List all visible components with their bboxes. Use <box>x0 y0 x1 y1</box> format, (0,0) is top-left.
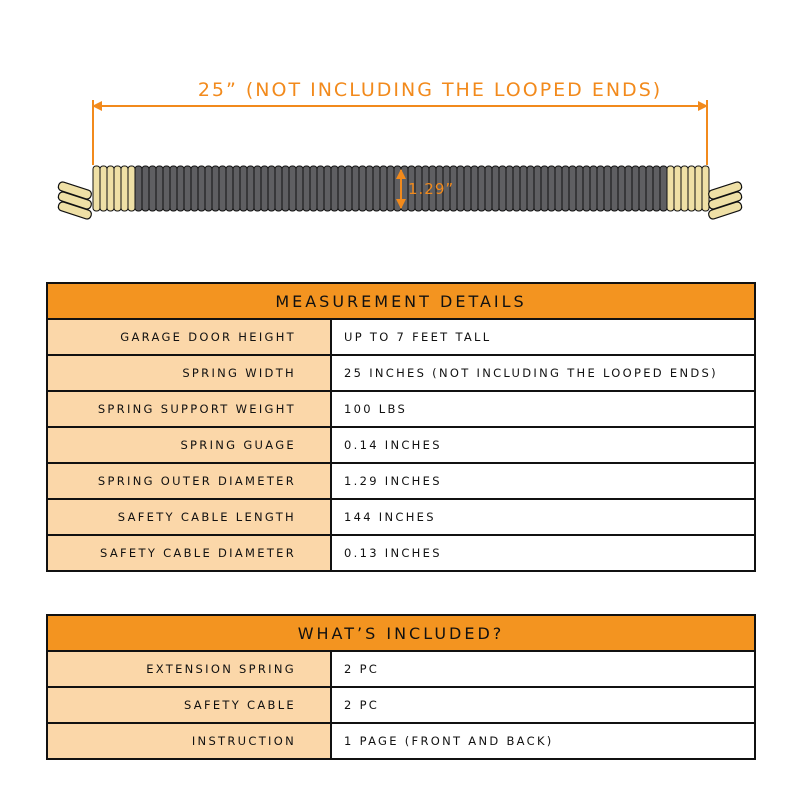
spring-coil <box>331 166 338 211</box>
row-label: SPRING OUTER DIAMETER <box>47 463 331 499</box>
spring-coil <box>534 166 541 211</box>
diameter-dimension-label: 1.29” <box>408 180 455 198</box>
table-row <box>47 463 755 499</box>
spring-coil <box>527 166 534 211</box>
spring-coil <box>569 166 576 211</box>
spring-coil <box>296 166 303 211</box>
spring-coil <box>100 166 107 211</box>
table-row <box>47 355 755 391</box>
spring-coil <box>457 166 464 211</box>
spring-coil <box>373 166 380 211</box>
spring-coil <box>667 166 674 211</box>
spring-coil <box>695 166 702 211</box>
spring-coil <box>338 166 345 211</box>
row-label: SPRING WIDTH <box>47 355 331 391</box>
spring-coil <box>128 166 135 211</box>
row-label: SAFETY CABLE <box>47 687 331 723</box>
spring-coil <box>268 166 275 211</box>
table-row <box>47 391 755 427</box>
spring-coil <box>702 166 709 211</box>
whats-included-table <box>46 614 756 760</box>
spring-coil <box>478 166 485 211</box>
spring-coil <box>198 166 205 211</box>
spring-coil <box>254 166 261 211</box>
spring-coil <box>317 166 324 211</box>
spring-coil <box>576 166 583 211</box>
spring-coil <box>562 166 569 211</box>
spring-coil <box>359 166 366 211</box>
row-value: 0.14 INCHES <box>331 427 755 463</box>
spring-coil <box>660 166 667 211</box>
spring-coil <box>261 166 268 211</box>
spring-coil <box>394 166 401 211</box>
spring-coil <box>135 166 142 211</box>
spring-coil <box>541 166 548 211</box>
spring-coil <box>674 166 681 211</box>
measurement-details-title: MEASUREMENT DETAILS <box>47 283 755 319</box>
spring-coil <box>653 166 660 211</box>
spring-diagram <box>0 0 800 260</box>
measurement-details-table <box>46 282 756 572</box>
spring-coil <box>149 166 156 211</box>
spring-coil <box>611 166 618 211</box>
table-row <box>47 499 755 535</box>
spring-coil <box>170 166 177 211</box>
spring-coil <box>107 166 114 211</box>
row-value: UP TO 7 FEET TALL <box>331 319 755 355</box>
right-looped-end <box>708 181 743 220</box>
spring-coil <box>618 166 625 211</box>
spring-coil <box>289 166 296 211</box>
spring-coil <box>184 166 191 211</box>
table-row <box>47 723 755 759</box>
whats-included-title: WHAT’S INCLUDED? <box>47 615 755 651</box>
spring-coil <box>219 166 226 211</box>
spring-coil <box>646 166 653 211</box>
spring-coil <box>226 166 233 211</box>
row-label: SPRING GUAGE <box>47 427 331 463</box>
spring-coil <box>114 166 121 211</box>
spring-coil <box>177 166 184 211</box>
row-label: SPRING SUPPORT WEIGHT <box>47 391 331 427</box>
row-value: 1 PAGE (FRONT AND BACK) <box>331 723 755 759</box>
spring-coil <box>632 166 639 211</box>
spring-coil <box>513 166 520 211</box>
table-row <box>47 319 755 355</box>
spring-coil <box>499 166 506 211</box>
row-value: 2 PC <box>331 687 755 723</box>
spring-coil <box>303 166 310 211</box>
table-header-row <box>47 615 755 651</box>
row-label: SAFETY CABLE DIAMETER <box>47 535 331 571</box>
row-label: SAFETY CABLE LENGTH <box>47 499 331 535</box>
row-value: 2 PC <box>331 651 755 687</box>
spring-coil <box>555 166 562 211</box>
spring-coil <box>471 166 478 211</box>
spring-coil <box>142 166 149 211</box>
spring-coil <box>282 166 289 211</box>
spring-coil <box>492 166 499 211</box>
spring-coil <box>233 166 240 211</box>
spring-coil <box>604 166 611 211</box>
table-row <box>47 687 755 723</box>
spring-coil <box>163 166 170 211</box>
table-row <box>47 651 755 687</box>
spring-coil <box>597 166 604 211</box>
table-row <box>47 535 755 571</box>
row-value: 100 LBS <box>331 391 755 427</box>
spring-coil <box>205 166 212 211</box>
spring-coil <box>583 166 590 211</box>
spring-coil <box>345 166 352 211</box>
table-header-row <box>47 283 755 319</box>
spring-coil <box>247 166 254 211</box>
row-label: INSTRUCTION <box>47 723 331 759</box>
table-row <box>47 427 755 463</box>
spring-coil <box>464 166 471 211</box>
spring-coil <box>387 166 394 211</box>
spring-coil <box>275 166 282 211</box>
spring-coil <box>520 166 527 211</box>
row-label: GARAGE DOOR HEIGHT <box>47 319 331 355</box>
length-dimension-line <box>93 100 707 165</box>
spring-coil <box>506 166 513 211</box>
spring-coil <box>688 166 695 211</box>
spring-coil <box>380 166 387 211</box>
spring-coil <box>625 166 632 211</box>
spring-coil <box>156 166 163 211</box>
spring-coil <box>93 166 100 211</box>
spring-coil <box>639 166 646 211</box>
spring-coil <box>366 166 373 211</box>
row-label: EXTENSION SPRING <box>47 651 331 687</box>
spring-coil <box>310 166 317 211</box>
row-value: 0.13 INCHES <box>331 535 755 571</box>
spring-coil <box>485 166 492 211</box>
spring-coil <box>681 166 688 211</box>
length-dimension-label: 25” (NOT INCLUDING THE LOOPED ENDS) <box>197 79 663 101</box>
spring-coil <box>401 166 408 211</box>
spring-coil <box>191 166 198 211</box>
spring-coil <box>212 166 219 211</box>
spring-coil <box>324 166 331 211</box>
row-value: 144 INCHES <box>331 499 755 535</box>
spring-coil <box>240 166 247 211</box>
spring-coil <box>590 166 597 211</box>
spring-coil <box>352 166 359 211</box>
spring-coil <box>548 166 555 211</box>
left-looped-end <box>57 181 92 220</box>
row-value: 25 INCHES (NOT INCLUDING THE LOOPED ENDS) <box>331 355 755 391</box>
spring-coil <box>121 166 128 211</box>
row-value: 1.29 INCHES <box>331 463 755 499</box>
